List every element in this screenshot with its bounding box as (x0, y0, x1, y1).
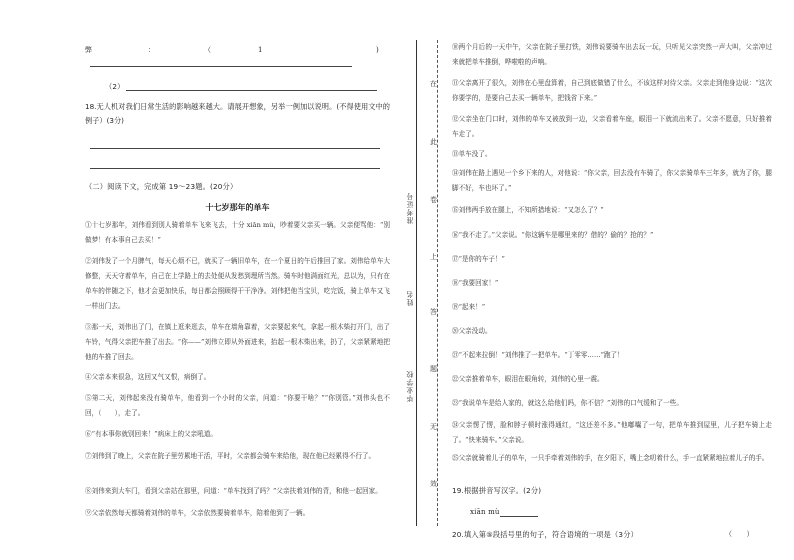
paragraph-9: ⑨父亲依然每天都骑着刘伟的单车，父亲依然要骑着单车，陪着他到了一辆。 (85, 509, 310, 517)
paragraph-13: ⑬单车没了。 (452, 150, 492, 158)
paragraph-22: ㉒父亲推着单车，眼泪在眼角转，刘伟的心里一震。 (452, 375, 604, 383)
paragraph-10: ⑩两个月后的一天中午，父亲在院子里打铁，刘伟说要骑车出去玩一玩，只听见父亲突然一声大叫，父亲冲过来就把单车推倒，哗啦啦的声响。 (452, 43, 772, 66)
paragraph-16: ⑯“我不走了。”父亲说。“你这辆车是哪里来的？借的？偷的？抢的？” (452, 231, 654, 239)
paragraph-19: ⑲“起来！” (452, 303, 486, 311)
paragraph-18: ⑱“我要回家！” (452, 279, 499, 287)
q19-pinyin: xiān mù (470, 508, 500, 516)
margin-char: 效 (430, 477, 437, 491)
paragraph-3: ③那一天，刘伟出了门，在镇上逛来逛去，单车在墙角靠着，父亲要起来气，拿起一根木柴打开门，出了车铃，气得父亲把车推了出去。“你——”刘伟立即从外面进来，抬起一根木柴出来，扔了，父亲紧紧地把他的车推了回去。 (85, 323, 390, 361)
q17-row1-c: （ (204, 46, 212, 54)
paragraph-15: ⑮刘伟两手放在腿上，不知所措地说：“又怎么了？” (452, 206, 604, 214)
paragraph-17: ⑰“是你的车子！” (452, 255, 505, 263)
admission-number-label: 准考证号 (406, 192, 414, 224)
name-label: 姓名 (406, 290, 414, 306)
q17-row1-b: ： (148, 46, 156, 54)
paragraph-20: ⑳父亲没动。 (452, 327, 492, 335)
paragraph-7: ⑦刘伟到了晚上，父亲在院子里劳累地干活，平时，父亲都会骑车来给他，现在他已经累得不行了。 (85, 452, 376, 460)
question-20: 20.填入第⑤段括号里的句子，符合语境的一项是（3分） (452, 530, 638, 539)
answer-line[interactable] (500, 516, 538, 517)
cut-line (437, 40, 438, 526)
margin-char: 卷 (430, 193, 437, 207)
margin-char: 题 (430, 362, 437, 376)
paragraph-25: ㉕父亲就骑着儿子的单车，一只手牵着刘伟的手，在夕阳下，嘴上念叨着什么，手一直紧紧地拉着儿子的手。 (452, 454, 769, 462)
paragraph-21: ㉑“不起来拉倒！”刘伟推了一把单车。“丁零零……”跑了！ (452, 351, 624, 359)
margin-char: 此 (430, 135, 437, 149)
paragraph-6: ⑥“有本事你就别回来！”病床上的父亲吼道。 (85, 430, 218, 438)
answer-line[interactable] (90, 148, 380, 149)
question-19: 19.根据拼音写汉字。(2分) (452, 486, 542, 495)
paragraph-14: ⑭刘伟在路上遇见一个乡下来的人，对他说：“你父亲，回去没有车骑了，你父亲骑单车三年多，就为了你，腿脚不好，车也坏了。” (452, 169, 772, 192)
answer-line[interactable] (90, 66, 352, 67)
margin-char: 答 (430, 305, 437, 319)
paragraph-8: ⑧刘伟来到大车门，看到父亲站在那里，问道：“单车找到了吗？”父亲扶着刘伟的背，和他一起回家。 (85, 487, 382, 495)
paragraph-24: ㉔父亲愣了愣，脸和脖子顿时涨得通红，“这还差不多。”他嘟囔了一句，把单车推到屋里，儿子把车骑上走了。“快来骑车。”父亲说。 (452, 421, 772, 444)
answer-line[interactable] (90, 168, 380, 169)
q17-row2-label: （2） (105, 82, 125, 91)
q20-answer-paren[interactable]: （ ） (725, 530, 754, 538)
paragraph-12: ⑫父亲坐在门口时，刘伟的单车又被放到一边，父亲看着车座，眼泪一下就流出来了。父亲不愿意，只好推着车走了。 (452, 115, 772, 138)
paragraph-2: ②刘伟发了一个月脾气，每天心烦不已，就买了一辆旧单车，在一个夏日的午后推回了家。刘伟给单车大修整，天天守着单车，自己在上学路上的去处便从发愁到理所当然。骑车时他满面红光，总以为，只有在单车的伴随之下，他才会更加快乐，每日都会照顾得干干净净。刘伟把他当宝贝，吃完饭，骑上单车又飞一样出门去。 (85, 257, 390, 310)
binding-line (416, 40, 417, 526)
school-label: 毕业学校 (406, 370, 414, 402)
q17-row1-e: ) (376, 46, 379, 54)
margin-char: 上 (430, 250, 437, 264)
answer-line[interactable] (126, 90, 377, 91)
passage-title: 十七岁那年的单车 (205, 203, 270, 212)
q17-row1-a: 弊 (85, 46, 93, 54)
paragraph-1: ①十七岁那年，刘伟看到别人骑着单车飞来飞去，十分 xiān mù，吵着要父亲买一辆。父亲便骂他：“别做梦！有本事自己去买！” (85, 221, 390, 244)
margin-char: 在 (430, 77, 437, 91)
paragraph-23: ㉓“我说单车是给人家的，就这么给他们吗，你不信？”刘伟的口气缓和了一些。 (452, 399, 683, 407)
paragraph-4: ④父亲本来很急，这回又气又恨，病倒了。 (85, 373, 211, 381)
q17-row1-d: 1 (258, 46, 263, 54)
question-18: 18.无人机对我们日常生活的影响越来越大。请展开想象，另举一例加以说明。(不得使用文中的例子）(3分) (85, 102, 390, 125)
paragraph-11: ⑪父亲离开了很久，刘伟在心里盘算着，自己到底做错了什么，不该这样对待父亲。父亲走到他身边说：“这次你要学的，是要自己去买一辆单车，把钱省下来。” (452, 79, 772, 102)
section-2-heading: （二）阅读下文，完成第 19～23题。(20分） (85, 182, 238, 191)
paragraph-5: ⑤第二天，刘伟起来没有骑单车，他看到一个小时的父亲，问道：“你要干啥？”“你别管。”刘伟头也不回，（ ），走了。 (85, 394, 390, 417)
margin-char: 无 (430, 420, 437, 434)
